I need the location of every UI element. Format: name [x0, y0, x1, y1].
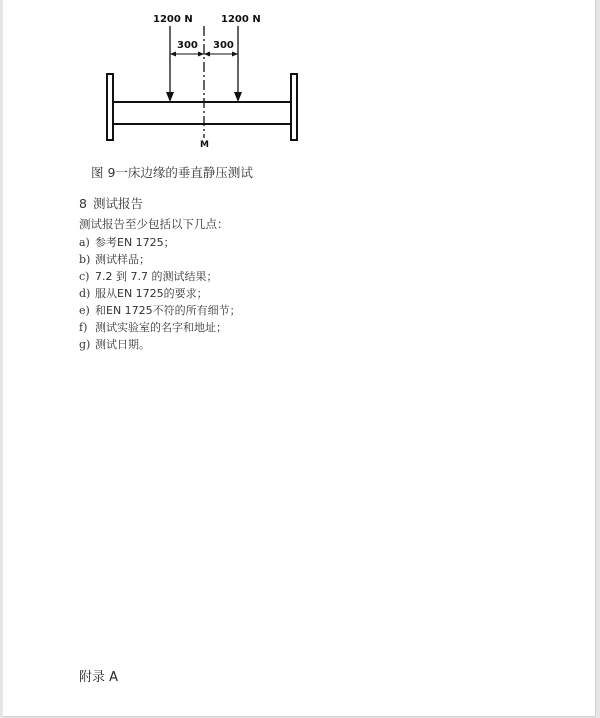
dim-arrow-left-outer — [170, 52, 176, 57]
list-marker: d) — [79, 287, 91, 300]
annex-heading: 附录 A — [79, 670, 119, 685]
list-item — [79, 251, 241, 268]
report-items-list — [79, 234, 241, 353]
list-item — [79, 268, 241, 285]
list-marker: b) — [79, 253, 91, 266]
list-item — [79, 285, 241, 302]
list-text: 服从EN 1725的要求； — [95, 287, 208, 300]
list-marker: a) — [79, 236, 90, 249]
left-dimension-label: 300 — [177, 40, 198, 51]
right-load-label: 1200 N — [221, 14, 261, 25]
section-number: 8 — [79, 196, 87, 211]
right-load-arrowhead — [234, 92, 242, 102]
beam-load-diagram — [3, 0, 595, 160]
figure-caption: 图 9一床边缘的垂直静压测试 — [91, 165, 253, 180]
list-text: 测试实验室的名字和地址； — [95, 321, 227, 334]
list-marker: g) — [79, 338, 91, 351]
figure-9-diagram — [3, 0, 595, 160]
list-text: 测试样品； — [95, 253, 150, 266]
list-marker: c) — [79, 270, 90, 283]
list-marker: e) — [79, 304, 90, 317]
left-end-plate — [107, 74, 113, 140]
right-dimension-label: 300 — [213, 40, 234, 51]
section-intro: 测试报告至少包括以下几点： — [79, 217, 229, 231]
list-text: 7.2 到 7.7 的测试结果； — [95, 270, 218, 283]
document-page — [3, 0, 596, 717]
list-item — [79, 302, 241, 319]
left-load-label: 1200 N — [153, 14, 193, 25]
dim-arrow-right-outer — [232, 52, 238, 57]
left-load-arrowhead — [166, 92, 174, 102]
dim-arrow-left-inner — [198, 52, 204, 57]
center-mark-label: M — [200, 140, 209, 150]
section-title: 测试报告 — [92, 196, 143, 211]
dim-arrow-right-inner — [204, 52, 210, 57]
list-text: 测试日期。 — [95, 338, 150, 351]
list-marker: f) — [79, 321, 88, 334]
list-item — [79, 234, 241, 251]
list-item — [79, 319, 241, 336]
section-heading — [79, 194, 143, 212]
right-end-plate — [291, 74, 297, 140]
list-text: 参考EN 1725； — [95, 236, 175, 249]
list-item — [79, 336, 241, 353]
list-text: 和EN 1725不符的所有细节； — [95, 304, 241, 317]
